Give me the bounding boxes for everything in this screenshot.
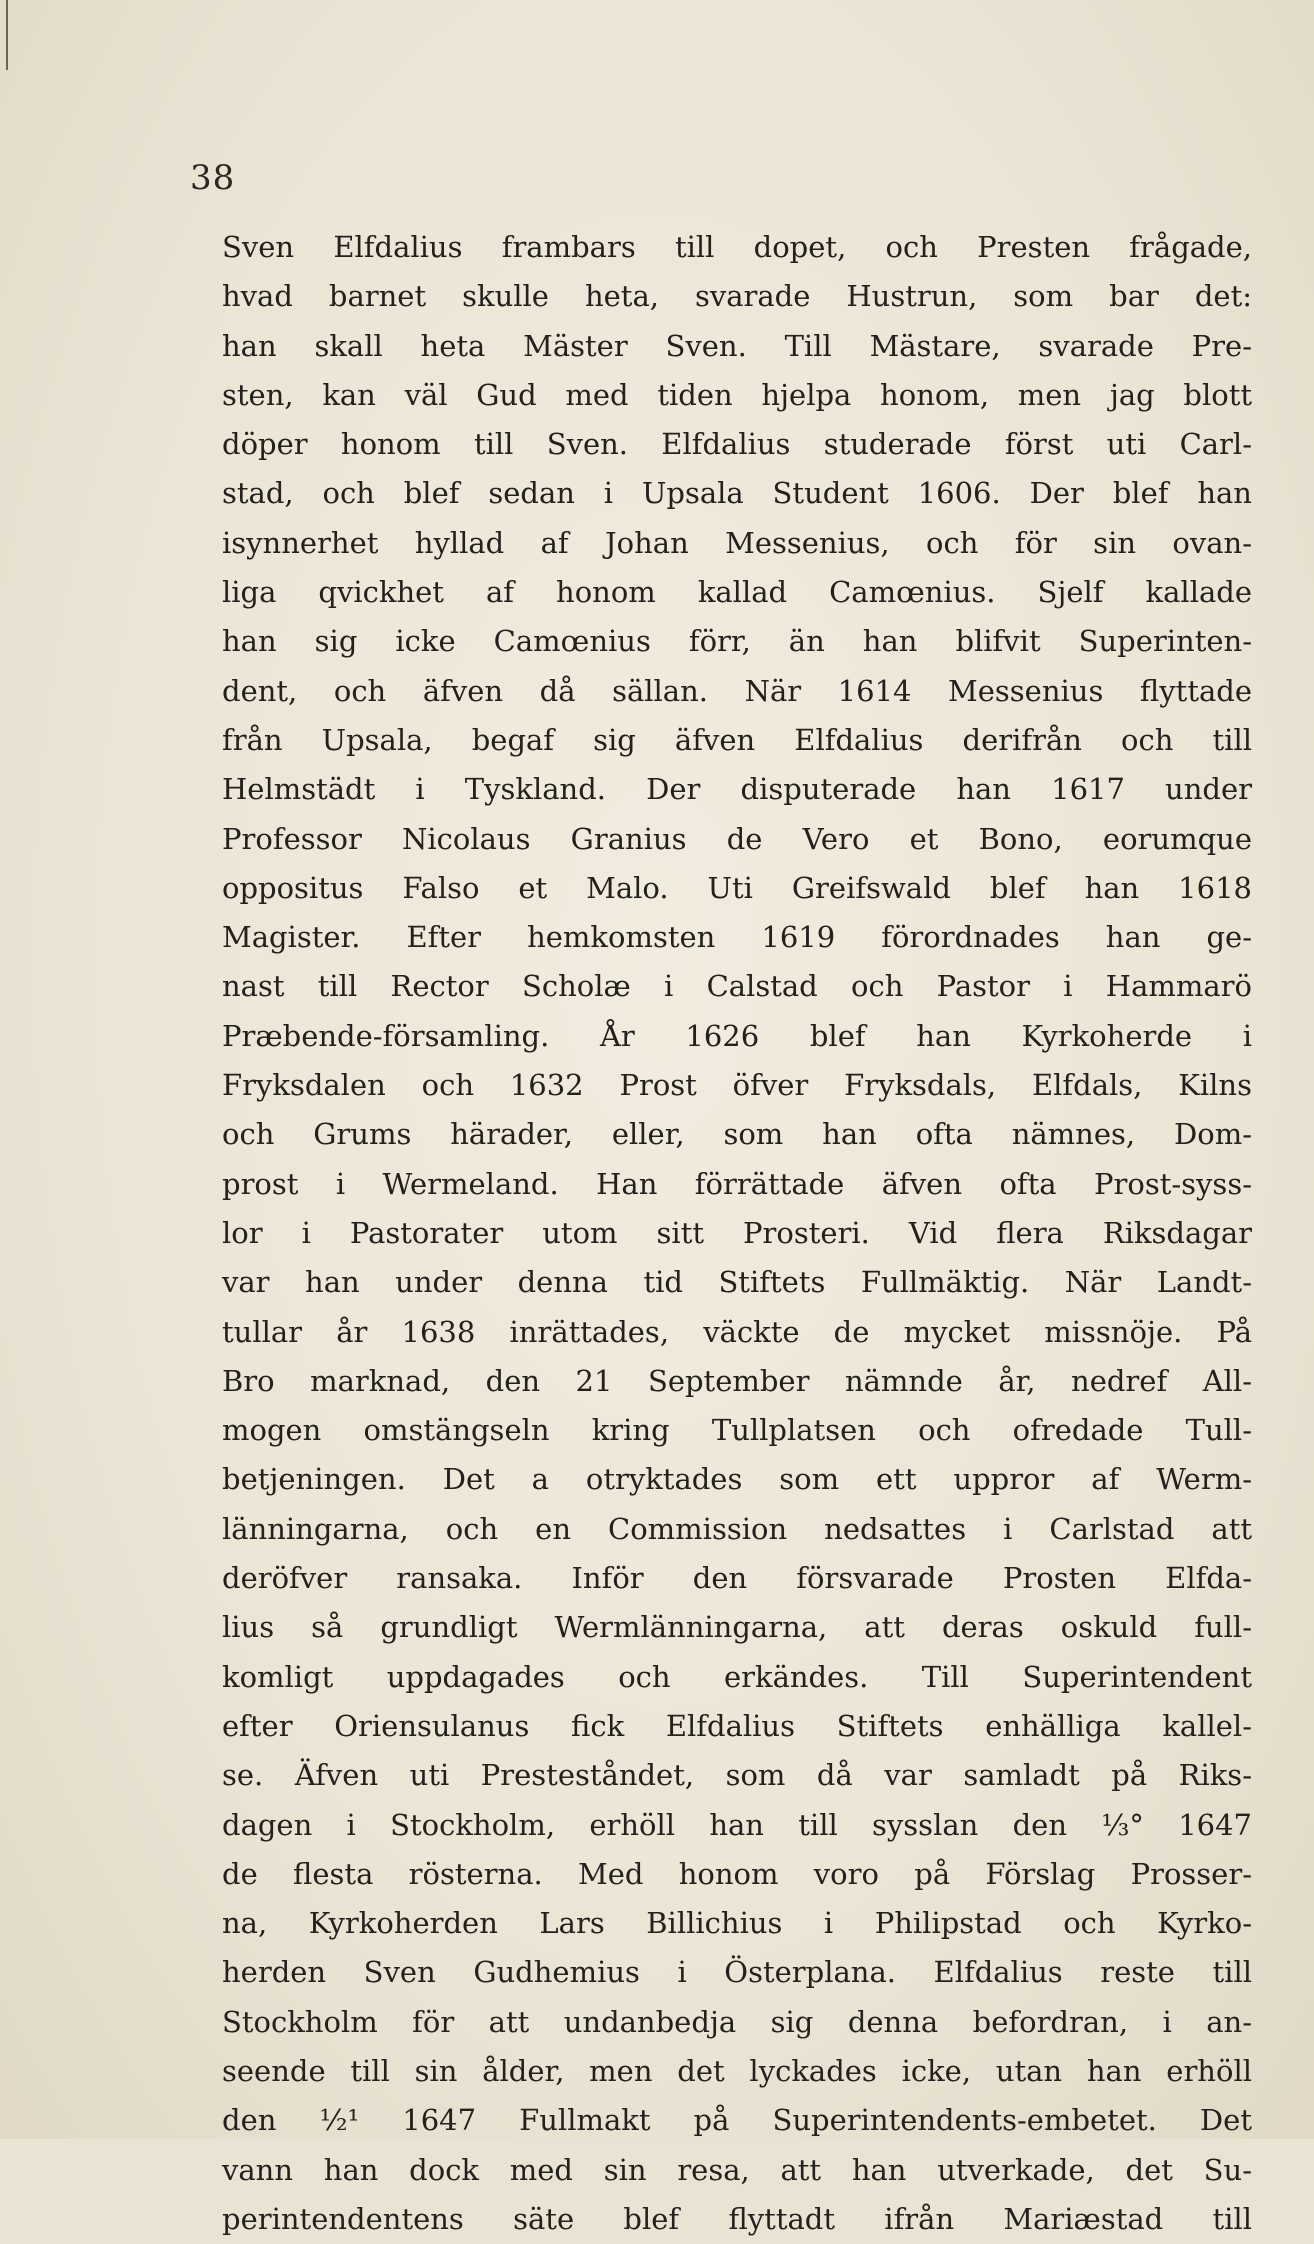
text-line: tullar år 1638 inrättades, väckte de mycket missnöje. På — [222, 1314, 1252, 1349]
text-line: Magister. Efter hemkomsten 1619 förordnades han ge- — [222, 920, 1252, 955]
text-line: Sven Elfdalius frambars till dopet, och Presten frågade, — [222, 230, 1252, 264]
text-line: han skall heta Mäster Sven. Till Mästare, svarade Pre- — [222, 328, 1252, 363]
text-line: efter Oriensulanus fick Elfdalius Stiftets enhälliga kallel- — [222, 1708, 1252, 1743]
text-line: na, Kyrkoherden Lars Billichius i Philipstad och Kyrko- — [222, 1906, 1252, 1941]
text-line: länningarna, och en Commission nedsattes i Carlstad att — [222, 1511, 1252, 1546]
text-line: Stockholm för att undanbedja sig denna befordran, i an- — [222, 2004, 1252, 2039]
text-line: se. Äfven uti Presteståndet, som då var samladt på Riks- — [222, 1758, 1252, 1793]
text-line: oppositus Falso et Malo. Uti Greifswald blef han 1618 — [222, 870, 1252, 905]
text-line: var han under denna tid Stiftets Fullmäktig. När Landt- — [222, 1265, 1252, 1300]
text-line: komligt uppdagades och erkändes. Till Superintendent — [222, 1659, 1252, 1694]
text-line: den ½¹ 1647 Fullmakt på Superintendents-embetet. Det — [222, 2103, 1252, 2138]
text-line: dagen i Stockholm, erhöll han till sysslan den ⅓° 1647 — [222, 1807, 1252, 1842]
text-line: lius så grundligt Wermlänningarna, att deras oskuld full- — [222, 1610, 1252, 1645]
scan-edge-line — [6, 0, 8, 70]
text-line: döper honom till Sven. Elfdalius studerade först uti Carl- — [222, 427, 1252, 462]
text-line: Præbende-församling. År 1626 blef han Kyrkoherde i — [222, 1018, 1252, 1053]
text-line: herden Sven Gudhemius i Österplana. Elfdalius reste till — [222, 1955, 1252, 1990]
text-line: Helmstädt i Tyskland. Der disputerade han 1617 under — [222, 772, 1252, 807]
body-text — [222, 223, 1252, 2244]
text-line: dent, och äfven då sällan. När 1614 Messenius flyttade — [222, 673, 1252, 708]
text-line: prost i Wermeland. Han förrättade äfven ofta Prost-syss- — [222, 1166, 1252, 1201]
text-line: mogen omstängseln kring Tullplatsen och ofredade Tull- — [222, 1413, 1252, 1448]
text-line: betjeningen. Det a otryktades som ett uppror af Werm- — [222, 1462, 1252, 1497]
text-line: deröfver ransaka. Inför den försvarade Prosten Elfda- — [222, 1561, 1252, 1596]
text-line: Fryksdalen och 1632 Prost öfver Fryksdals, Elfdals, Kilns — [222, 1068, 1252, 1103]
text-line: de flesta rösterna. Med honom voro på Förslag Prosser- — [222, 1856, 1252, 1891]
text-line: perintendentens säte blef flyttadt ifrån Mariæstad till — [222, 2201, 1252, 2236]
text-line: stad, och blef sedan i Upsala Student 1606. Der blef han — [222, 476, 1252, 511]
text-line: hvad barnet skulle heta, svarade Hustrun, som bar det: — [222, 279, 1252, 314]
text-line: Professor Nicolaus Granius de Vero et Bono, eorumque — [222, 821, 1252, 856]
text-line: seende till sin ålder, men det lyckades icke, utan han erhöll — [222, 2053, 1252, 2088]
text-line: han sig icke Camœnius förr, än han blifvit Superinten- — [222, 624, 1252, 659]
text-line: liga qvickhet af honom kallad Camœnius. Sjelf kallade — [222, 575, 1252, 610]
text-line: från Upsala, begaf sig äfven Elfdalius derifrån och till — [222, 722, 1252, 757]
text-line: nast till Rector Scholæ i Calstad och Pastor i Hammarö — [222, 969, 1252, 1004]
text-line: vann han dock med sin resa, att han utverkade, det Su- — [222, 2152, 1252, 2187]
text-line: sten, kan väl Gud med tiden hjelpa honom, men jag blott — [222, 377, 1252, 412]
text-line: Bro marknad, den 21 September nämnde år, nedref All- — [222, 1363, 1252, 1398]
page-number: 38 — [190, 158, 236, 198]
text-line: isynnerhet hyllad af Johan Messenius, och för sin ovan- — [222, 525, 1252, 560]
text-line: lor i Pastorater utom sitt Prosteri. Vid flera Riksdagar — [222, 1215, 1252, 1250]
text-line: och Grums härader, eller, som han ofta nämnes, Dom- — [222, 1117, 1252, 1152]
